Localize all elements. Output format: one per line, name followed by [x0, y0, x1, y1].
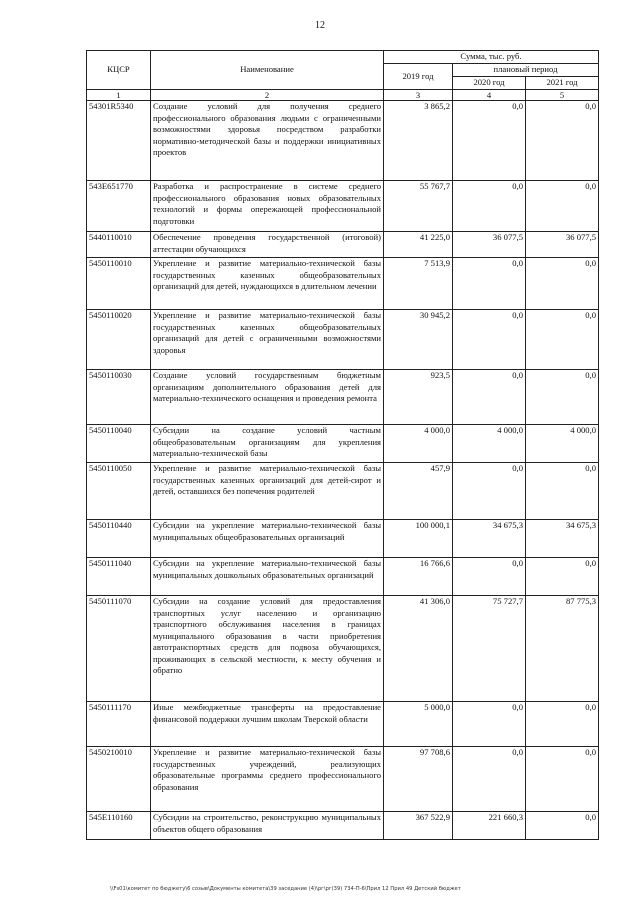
row-value-2019: 5 000,0	[384, 702, 453, 747]
row-name: Субсидии на строительство, реконструкцию муниципальных объектов общего образования	[151, 812, 384, 840]
row-value-2020: 4 000,0	[453, 425, 526, 463]
row-value-2019: 4 000,0	[384, 425, 453, 463]
header-name: Наименование	[151, 51, 384, 90]
row-name: Укрепление и развитие материально-технической базы государственных учреждений, реализующих образовательные программы среднего профессионального образования	[151, 747, 384, 812]
row-name: Укрепление и развитие материально-технической базы государственных казенных организаций для детей-сирот и детей, оставшихся без попечения родителей	[151, 463, 384, 520]
row-code: 545E110160	[87, 812, 151, 840]
row-value-2021: 0,0	[526, 558, 599, 596]
row-value-2021: 0,0	[526, 702, 599, 747]
row-value-2021: 0,0	[526, 258, 599, 310]
row-value-2020: 0,0	[453, 258, 526, 310]
row-value-2020: 0,0	[453, 370, 526, 425]
row-name: Укрепление и развитие материально-технической базы государственных казенных общеобразовательных организаций для детей, нуждающихся в длительном лечении	[151, 258, 384, 310]
row-value-2019: 30 945,2	[384, 310, 453, 370]
row-value-2019: 3 865,2	[384, 101, 453, 181]
row-value-2021: 0,0	[526, 370, 599, 425]
index-row	[87, 90, 599, 101]
row-value-2020: 0,0	[453, 101, 526, 181]
table-row	[87, 520, 599, 558]
table-row	[87, 370, 599, 425]
row-code: 5440110010	[87, 232, 151, 258]
row-value-2020: 75 727,7	[453, 596, 526, 702]
row-value-2021: 34 675,3	[526, 520, 599, 558]
row-code: 5450111170	[87, 702, 151, 747]
index-cell: 2	[151, 90, 384, 101]
row-code: 5450210010	[87, 747, 151, 812]
table-row	[87, 425, 599, 463]
row-value-2021: 0,0	[526, 310, 599, 370]
row-value-2019: 41 306,0	[384, 596, 453, 702]
row-value-2020: 221 660,3	[453, 812, 526, 840]
header-planned-period: плановый период	[453, 64, 599, 77]
table-row	[87, 747, 599, 812]
row-value-2019: 7 513,9	[384, 258, 453, 310]
header-sum: Сумма, тыс. руб.	[384, 51, 599, 64]
row-value-2021: 87 775,3	[526, 596, 599, 702]
row-value-2020: 0,0	[453, 463, 526, 520]
table-row	[87, 101, 599, 181]
row-value-2021: 0,0	[526, 181, 599, 232]
row-name: Обеспечение проведения государственной (итоговой) аттестации обучающихся	[151, 232, 384, 258]
row-name: Создание условий для получения среднего профессионального образования людьми с ограниченными возможностями здоровья посредством разработки нормативно-методической базы и поддержки инициативных проектов	[151, 101, 384, 181]
table-header	[87, 51, 599, 101]
table-row	[87, 812, 599, 840]
page-number: 12	[315, 20, 325, 31]
row-value-2019: 55 767,7	[384, 181, 453, 232]
row-value-2021: 0,0	[526, 747, 599, 812]
table-row	[87, 232, 599, 258]
row-code: 5450110440	[87, 520, 151, 558]
row-value-2020: 34 675,3	[453, 520, 526, 558]
row-value-2021: 0,0	[526, 463, 599, 520]
row-value-2020: 36 077,5	[453, 232, 526, 258]
row-value-2021: 0,0	[526, 101, 599, 181]
row-value-2020: 0,0	[453, 558, 526, 596]
table-row	[87, 181, 599, 232]
index-cell: 5	[526, 90, 599, 101]
table-row	[87, 258, 599, 310]
index-cell: 3	[384, 90, 453, 101]
row-code: 5450110010	[87, 258, 151, 310]
row-value-2020: 0,0	[453, 747, 526, 812]
row-value-2019: 16 766,6	[384, 558, 453, 596]
table-row	[87, 596, 599, 702]
row-value-2019: 100 000,1	[384, 520, 453, 558]
row-code: 5450110020	[87, 310, 151, 370]
row-name: Укрепление и развитие материально-технической базы государственных казенных общеобразовательных организаций для детей с ограниченными возможностями здоровья	[151, 310, 384, 370]
row-value-2021: 36 077,5	[526, 232, 599, 258]
budget-table	[86, 50, 599, 840]
table-row	[87, 558, 599, 596]
table-row	[87, 463, 599, 520]
footer-file-path: \\Fs01\комитет по бюджету\6 созыв\Документы комитета\39 заседание (4)\рг\рг(39) 734-П-6\Прил 12 Прил 49 Детский бюджет	[110, 886, 461, 892]
row-value-2020: 0,0	[453, 702, 526, 747]
row-name: Субсидии на создание условий для предоставления транспортных услуг населению и организацию транспортного обслуживания населения в границах муниципального образования в части приобретения автотранспортных средств для подвоза обучающихся, проживающих в сельской местности, к месту обучения и обратно	[151, 596, 384, 702]
row-code: 543E651770	[87, 181, 151, 232]
row-value-2021: 0,0	[526, 812, 599, 840]
row-name: Субсидии на укрепление материально-технической базы муниципальных общеобразовательных организаций	[151, 520, 384, 558]
row-name: Субсидии на укрепление материально-технической базы муниципальных дошкольных образовательных организаций	[151, 558, 384, 596]
row-code: 5450110050	[87, 463, 151, 520]
row-value-2019: 367 522,9	[384, 812, 453, 840]
row-value-2020: 0,0	[453, 310, 526, 370]
header-2021: 2021 год	[526, 77, 599, 90]
header-kcsr: КЦСР	[87, 51, 151, 90]
row-code: 5450111040	[87, 558, 151, 596]
index-cell: 1	[87, 90, 151, 101]
row-code: 5450110030	[87, 370, 151, 425]
table-row	[87, 310, 599, 370]
index-cell: 4	[453, 90, 526, 101]
table-row	[87, 702, 599, 747]
row-code: 5450110040	[87, 425, 151, 463]
row-name: Иные межбюджетные трансферты на предоставление финансовой поддержки лучшим школам Тверской области	[151, 702, 384, 747]
row-code: 54301R5340	[87, 101, 151, 181]
row-value-2021: 4 000,0	[526, 425, 599, 463]
row-code: 5450111070	[87, 596, 151, 702]
row-name: Субсидии на создание условий частным общеобразовательным организациям для укрепления материально-технической базы	[151, 425, 384, 463]
row-name: Создание условий государственным бюджетным организациям дополнительного образования детей для материально-технического оснащения и проведения ремонта	[151, 370, 384, 425]
row-name: Разработка и распространение в системе среднего профессионального образования новых образовательных технологий и формы опережающей профессиональной подготовки	[151, 181, 384, 232]
row-value-2020: 0,0	[453, 181, 526, 232]
row-value-2019: 97 708,6	[384, 747, 453, 812]
row-value-2019: 923,5	[384, 370, 453, 425]
header-2020: 2020 год	[453, 77, 526, 90]
row-value-2019: 41 225,0	[384, 232, 453, 258]
row-value-2019: 457,9	[384, 463, 453, 520]
header-2019: 2019 год	[384, 64, 453, 90]
table-body	[87, 101, 599, 840]
